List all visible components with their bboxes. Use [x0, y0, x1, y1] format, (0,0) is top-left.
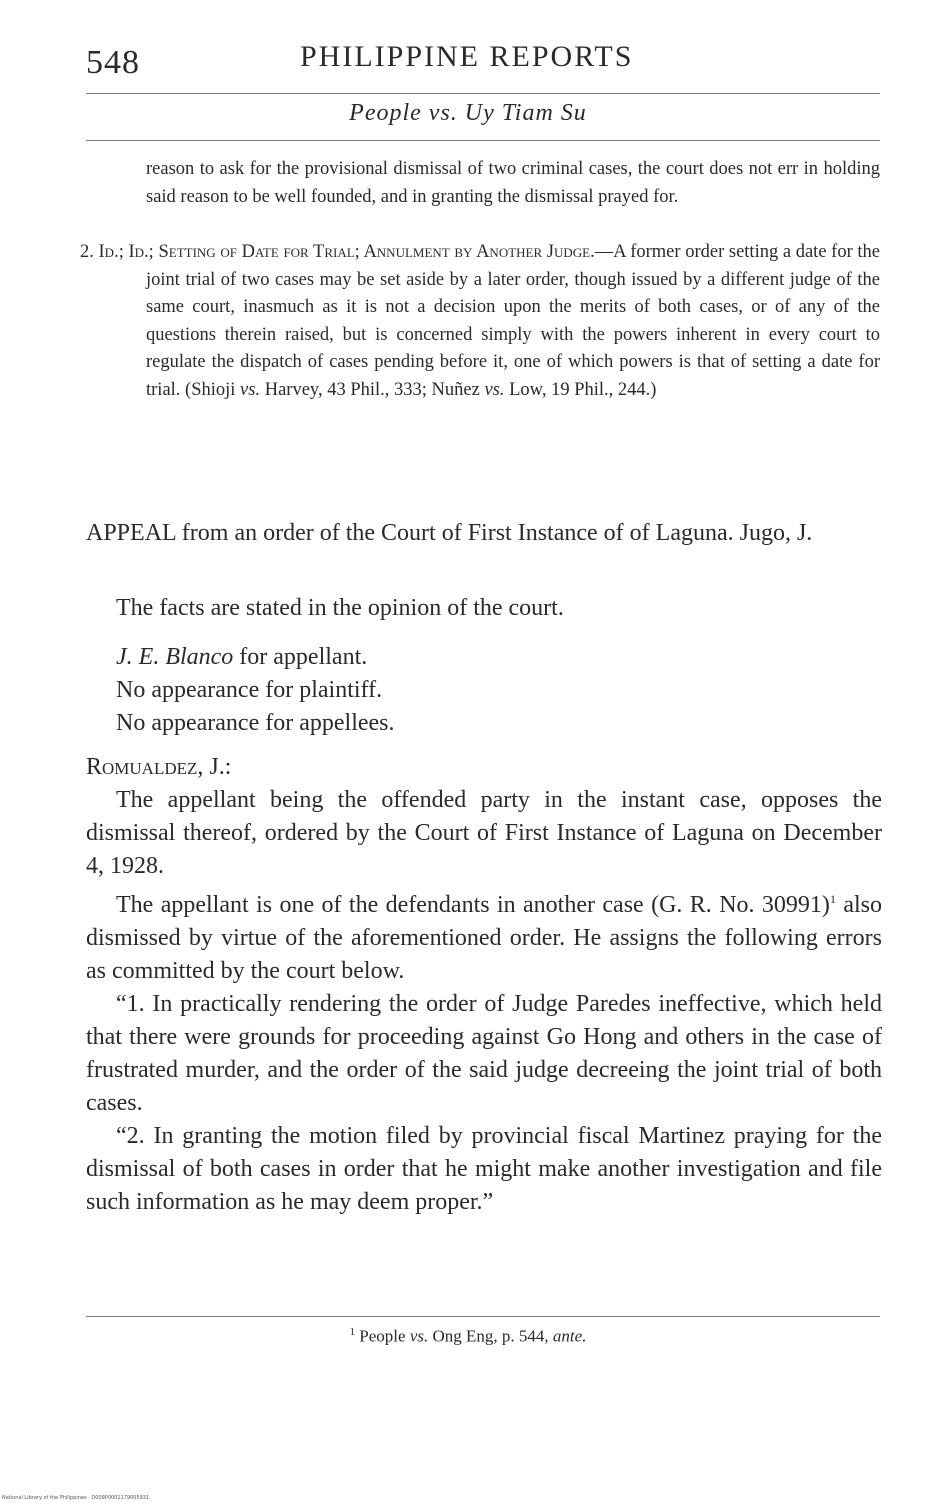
- page-number: 548: [86, 44, 140, 81]
- footnote-rule: [86, 1316, 880, 1317]
- syllabus-item-label: 2. Id.; Id.;: [80, 242, 154, 262]
- counsel-block: [116, 641, 882, 740]
- opinion-author: [86, 751, 882, 784]
- opinion-paragraph-1: The appellant being the offended party in the instant case, opposes the dismissal thereof, ordered by the Court of First Instance of Laguna on December 4, 1928.: [86, 787, 882, 879]
- scan-credit: National Library of the Philippines · D009P0001179005931: [2, 1495, 150, 1501]
- syllabus-item-2: [80, 239, 880, 404]
- citation-end: Low, 19 Phil., 244.): [509, 379, 657, 400]
- appellant-counsel-name: J. E. Blanco: [116, 644, 234, 670]
- opinion-paragraph-2: The appellant is one of the defendants in another case (G. R. No. 30991)$^1$ also dismissed by virtue of the aforementioned order. He assigns the following errors as committed by the court below.: [86, 892, 882, 984]
- facts-statement: [116, 592, 882, 625]
- appellees-appearance: No appearance for appellees.: [116, 710, 395, 736]
- appeal-text: APPEAL from an order of the Court of First Instance of of Laguna.: [86, 520, 734, 546]
- header-rule: [86, 93, 880, 94]
- syllabus-item-text: —A former order setting a date for the joint trial of two cases may be set aside by a later order, though issued by a different judge of the same court, inasmuch as it is not a decision upon the merits of both cases, or of any of the questions therein raised, but is concerned simply with the powers inherent in every court to regulate the dispatch of cases pending before it, one of which powers is that of setting a date for trial.: [146, 242, 881, 400]
- opinion-paragraph-4: “2. In granting the motion filed by provincial fiscal Martinez praying for the dismissal of both cases in order that he might make another investigation and file such information as he may deem proper.”: [86, 1123, 882, 1215]
- running-title: PHILIPPINE REPORTS: [300, 40, 634, 73]
- appellant-counsel-role: for appellant.: [233, 644, 368, 670]
- citation-mid: Harvey, 43 Phil., 333; Nuñez: [264, 379, 480, 400]
- syllabus-continuation: [146, 156, 880, 211]
- facts-text: The facts are stated in the opinion of the court.: [116, 595, 564, 621]
- opinion-paragraph-3: “1. In practically rendering the order of Judge Paredes ineffective, which held that there were grounds for proceeding against Go Hong and others in the case of frustrated murder, and the order of the said judge decreeing the joint trial of both cases.: [86, 991, 882, 1116]
- appeal-block: [86, 517, 882, 550]
- opinion-author-name: Romualdez, J.:: [86, 754, 232, 780]
- citation-vs-2: vs.: [484, 379, 505, 400]
- footnote: $^1$ People vs. Ong Eng, p. 544, ante.: [349, 1326, 587, 1346]
- footnote-reference: 1: [829, 892, 836, 906]
- opinion-body: [86, 784, 882, 1219]
- citation-open: (Shioji: [185, 379, 236, 400]
- citation-vs-1: vs.: [240, 379, 261, 400]
- plaintiff-appearance: No appearance for plaintiff.: [116, 677, 383, 703]
- syllabus-item-heading: Setting of Date for Trial; Annulment by Another Judge.: [158, 242, 595, 262]
- appeal-judge: Jugo, J.: [739, 520, 813, 546]
- case-title: People vs. Uy Tiam Su: [349, 100, 587, 126]
- subheader-rule: [86, 140, 880, 141]
- footnote-marker: 1: [349, 1326, 356, 1338]
- syllabus-continuation-text: reason to ask for the provisional dismissal of two criminal cases, the court does not err in holding said reason to be well founded, and in granting the dismissal prayed for.: [146, 159, 880, 207]
